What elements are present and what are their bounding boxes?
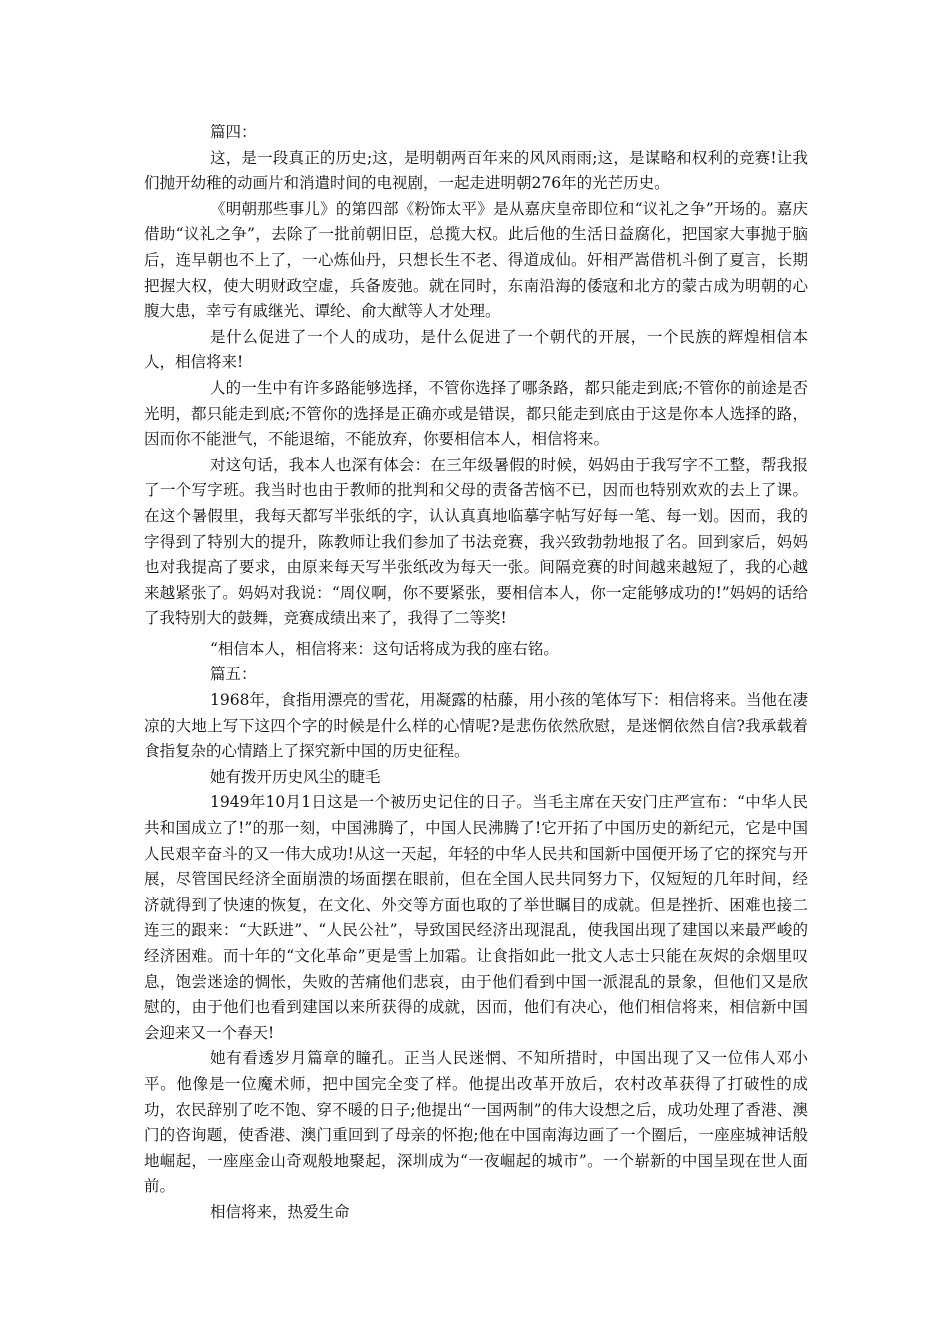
paragraph: 人的一生中有许多路能够选择，不管你选择了哪条路，都只能走到底;不管你的前途是否光明，都只能走到底;不管你的选择是正确亦或是错误，都只能走到底由于这是你本人选择的路，因而你不能泄气，不能退缩，不能放弃，你要相信本人，相信将来。 <box>144 378 808 449</box>
paragraph: 是什么促进了一个人的成功，是什么促进了一个朝代的开展，一个民族的辉煌相信本人，相信将来! <box>144 327 808 372</box>
paragraph: 她有看透岁月篇章的瞳孔。正当人民迷惘、不知所措时，中国出现了又一位伟人邓小平。他像是一位魔术师，把中国完全变了样。他提出改革开放后，农村改革获得了打破性的成功，农民辞别了吃不饱、穿不暖的日子;他提出“一国两制”的伟大设想之后，成功处理了香港、澳门的咨询题，使香港、澳门重回到了母亲的怀抱;他在中国南海边画了一个圈后，一座座城神话般地崛起，一座座金山奇观般地聚起，深圳成为“一夜崛起的城市”。一个崭新的中国呈现在世人面前。 <box>144 1049 808 1196</box>
paragraph: 《明朝那些事儿》的第四部《粉饰太平》是从嘉庆皇帝即位和“议礼之争”开场的。嘉庆借助“议礼之争”，去除了一批前朝旧臣，总揽大权。此后他的生活日益腐化，把国家大事抛于脑后，连早朝也不上了，一心炼仙丹，只想长生不老、得道成仙。奸相严嵩借机斗倒了夏言，长期把握大权，使大明财政空虚，兵备废弛。就在同时，东南沿海的倭寇和北方的蒙古成为明朝的心腹大患，幸亏有戚继光、谭纶、俞大猷等人才处理。 <box>144 199 808 321</box>
section-four-title: 篇四： <box>210 123 257 141</box>
paragraph: 1968年，食指用漂亮的雪花，用凝露的枯藤，用小孩的笔体写下：相信将来。当他在凄凉的大地上写下这四个字的时候是什么样的心情呢?是悲伤依然欣慰，是迷惘依然自信?我承载着食指复杂的心情踏上了探究新中国的历史征程。 <box>144 691 808 761</box>
section-five-title: 篇五： <box>210 665 257 684</box>
paragraph: 她有拨开历史风尘的睫毛 <box>210 767 381 786</box>
paragraph: 这，是一段真正的历史;这，是明朝两百年来的风风雨雨;这，是谋略和权利的竞赛!让我们抛开幼稚的动画片和消遣时间的电视剧，一起走进明朝276年的光芒历史。 <box>144 148 808 193</box>
paragraph: “相信本人，相信将来：这句话将成为我的座右铭。 <box>210 639 559 658</box>
paragraph: 对这句话，我本人也深有体会：在三年级暑假的时候，妈妈由于我写字不工整，帮我报了一个写字班。我当时也由于教师的批判和父母的责备苦恼不已，因而也特别欢欢的去上了课。在这个暑假里，我每天都写半张纸的字，认认真真地临摹字帖写好每一笔、每一划。因而，我的字得到了特别大的提升，陈教师让我们参加了书法竞赛，我兴致勃勃地报了名。回到家后，妈妈也对我提高了要求，由原来每天写半张纸改为每天一张。间隔竞赛的时间越来越短了，我的心越来越紧张了。妈妈对我说：“周仪啊，你不要紧张，要相信本人，你一定能够成功的!”妈妈的话给了我特别大的鼓舞，竞赛成绩出来了，我得了二等奖! <box>144 455 808 628</box>
document-page <box>144 120 808 1226</box>
paragraph: 相信将来，热爱生命 <box>210 1202 350 1221</box>
paragraph: 1949年10月1日这是一个被历史记住的日子。当毛主席在天安门庄严宣布：“中华人民共和国成立了!”的那一刻，中国沸腾了，中国人民沸腾了!它开拓了中国历史的新纪元，它是中国人民艰辛奋斗的又一伟大成功!从这一天起，年轻的中华人民共和国新中国便开场了它的探究与开展，尽管国民经济全面崩溃的场面摆在眼前，但在全国人民共同努力下，仅短短的几年时间，经济就得到了快速的恢复，在文化、外交等方面也取的了举世瞩目的成就。但是挫折、困难也接二连三的跟来：“大跃进”、“人民公社”，导致国民经济出现混乱，使我国出现了建国以来最严峻的经济困难。而十年的“文化革命”更是雪上加霜。让食指如此一批文人志士只能在灰烬的余烟里叹息，饱尝迷途的惆怅，失败的苦痛他们悲哀，由于他们看到中国一派混乱的景象，但他们又是欣慰的，由于他们也看到建国以来所获得的成就，因而，他们有决心，他们相信将来，相信新中国会迎来又一个春天! <box>144 793 808 1042</box>
